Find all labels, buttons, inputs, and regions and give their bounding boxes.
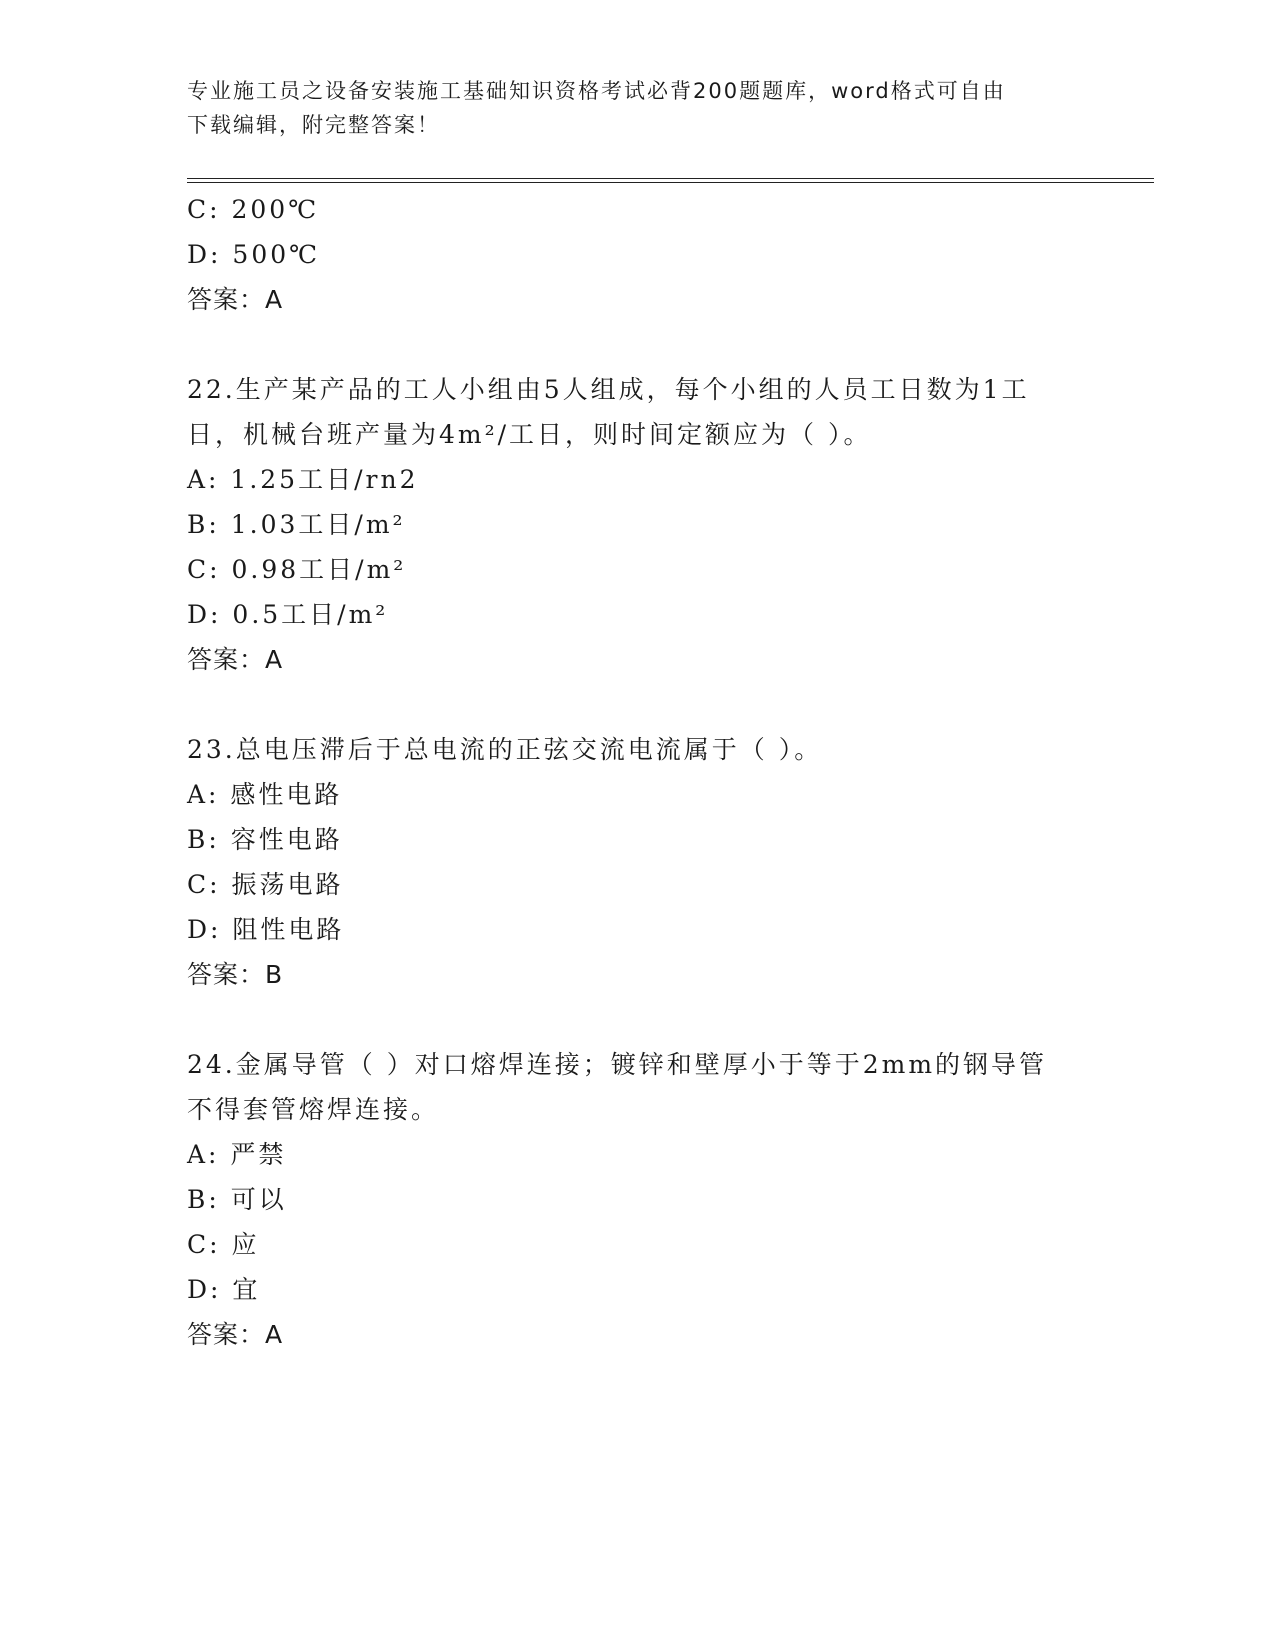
- q24-option-d: D: 宜: [187, 1275, 261, 1304]
- q23-stem-line-1: 23.总电压滞后于总电流的正弦交流电流属于（ ）。: [187, 735, 823, 764]
- q22-option-c: C: 0.98工日/m²: [187, 555, 407, 584]
- q22-answer: 答案：A: [187, 645, 284, 674]
- q22-option-a: A: 1.25工日/rn2: [187, 465, 419, 494]
- header-divider-bottom: [187, 182, 1154, 183]
- q21-answer: 答案：A: [187, 285, 284, 314]
- q23-option-b: B: 容性电路: [187, 825, 343, 854]
- header-line-1: 专业施工员之设备安装施工基础知识资格考试必背200题题库，word格式可自由: [187, 79, 1006, 103]
- q24-option-a: A: 严禁: [187, 1140, 287, 1169]
- q21-option-d: D: 500℃: [187, 240, 321, 269]
- q22-stem-line-2: 日，机械台班产量为4m²/工日，则时间定额应为（ ）。: [187, 420, 872, 449]
- header-line-2: 下载编辑，附完整答案！: [187, 113, 440, 137]
- q23-option-a: A: 感性电路: [187, 780, 343, 809]
- q24-answer: 答案：A: [187, 1320, 284, 1349]
- q22-option-b: B: 1.03工日/m²: [187, 510, 406, 539]
- q24-stem-line-2: 不得套管熔焊连接。: [187, 1095, 440, 1124]
- q24-stem-line-1: 24.金属导管（ ）对口熔焊连接；镀锌和壁厚小于等于2mm的钢导管: [187, 1050, 1048, 1079]
- q24-option-b: B: 可以: [187, 1185, 287, 1214]
- q22-option-d: D: 0.5工日/m²: [187, 600, 389, 629]
- header-divider-top: [187, 178, 1154, 179]
- q23-option-d: D: 阻性电路: [187, 915, 345, 944]
- q23-answer: 答案：B: [187, 960, 284, 989]
- q24-option-c: C: 应: [187, 1230, 260, 1259]
- q23-option-c: C: 振荡电路: [187, 870, 344, 899]
- document-header: [187, 74, 1067, 142]
- q22-stem-line-1: 22.生产某产品的工人小组由5人组成，每个小组的人员工日数为1工: [187, 375, 1030, 404]
- q21-option-c: C: 200℃: [187, 195, 320, 224]
